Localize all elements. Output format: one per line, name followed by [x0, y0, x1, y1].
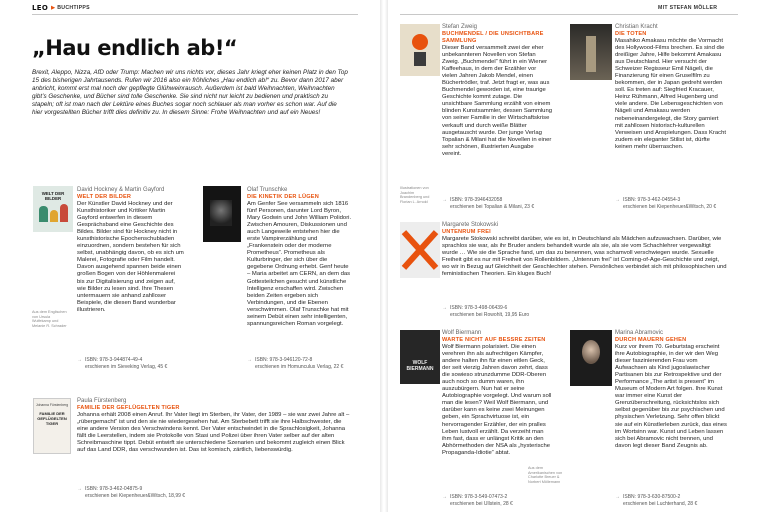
arrow-right-icon: → [77, 357, 82, 363]
illustrator-caption: Illustrationen von Joachim Brandenberg und Florian L. Arnold [400, 186, 430, 204]
section-label: BUCHTIPPS [57, 5, 90, 11]
book-author: Olaf Trunschke [247, 187, 288, 193]
book-author: Paula Fürstenberg [77, 398, 127, 404]
book-cover-untenrum-frei [400, 222, 440, 278]
book-author: David Hockney & Martin Gayford [77, 187, 165, 193]
page-gutter [380, 0, 388, 512]
book-isbn: ISBN: 978-3-462-04875-9 [85, 486, 143, 492]
translator-caption: Aus dem Amerikanischen von Charlotte Breuer & Norbert Möllemann [528, 466, 563, 484]
book-publisher: erschienen bei Kiepenheuer&Witsch, 18,99 € [85, 492, 186, 499]
book-author: Christian Kracht [615, 24, 658, 30]
book-title: DIE TOTEN [615, 31, 647, 37]
book-review: Masahiko Amakasu möchte die Vormacht des Hollywood-Films brechen. Es sind die dreißiger Jahre, Hilfe bekommt Amakasu aus Deutschland. Hier versucht der Schweizer Regisseur Emil Nägeli, die Finanzierung für einen Gruselfilm zu bekommen, der in Japan gedreht werden soll. Es treten auf: Siegfried Kracauer, Heinz Rühmann, Alfred Hugenberg und viele andere. Die Lebensgeschichten von Nägeli und Amakasu werden nebeneinandergelegt, die Story garniert mit zahllosen historisch-kulturellen Verweisen und Anspielungen. Dass Kracht zudem ein eleganter Stilist ist, dürfte keinen mehr überraschen. [615, 38, 727, 150]
book-isbn: ISBN: 978-3-498-06439-6 [450, 305, 508, 311]
left-page [0, 0, 380, 512]
book-review: Johanna erhält 2008 einen Anruf. Ihr Vater liegt im Sterben, ihr Vater, der 1989 – sie war zwei Jahre alt – „rübergemacht“ ist und den sie nie wiedergesehen hat. Am Sterbebett trifft sie ihre Halbschwester, die eine andere Version des Verschwindens kennt. Der Vater entschwindet in die Sprachlosigkeit, Johanna fällt die Leerstellen, indem sie Protokolle von Stasi und Polizei über ihren Vater selber auf der alten Schreibmaschine tippt. Debüt entwirft sie unterschiedene Szenarien und bekommt zugleich einen Blick auf das Land DDR, das verschwunden ist. Das ist komisch, zärtlich, liebenswürdig. [77, 412, 350, 454]
header-rule [400, 14, 738, 15]
book-isbn: ISBN: 978-3-630-87500-2 [623, 494, 681, 500]
book-entry-zweig [442, 23, 552, 158]
book-meta-abramovic [615, 494, 745, 507]
book-author: Marina Abramovic [615, 330, 664, 336]
book-isbn: ISBN: 978-3-549-07473-2 [450, 494, 508, 500]
arrow-right-icon: → [77, 486, 82, 492]
book-cover-kinetik [203, 186, 241, 242]
book-cover-biermann: WOLF BIERMANN [400, 330, 440, 384]
translator-caption: Aus dem Englischen von Ursula Wulfekamp und Melanie R. Schrader [32, 310, 67, 328]
book-title: DURCH MAUERN GEHEN [615, 337, 687, 343]
book-meta-fuerstenberg [77, 486, 237, 499]
book-author: Stefan Zweig [442, 24, 478, 30]
book-title: BUCHMENDEL / DIE UNSICHTBARE SAMMLUNG [442, 31, 544, 44]
book-title: WARTE NICHT AUF BESSRE ZEITEN [442, 337, 546, 343]
book-meta-kracht [615, 197, 745, 210]
book-meta-trunschke [247, 357, 357, 370]
book-isbn: ISBN: 978-3-462-04554-3 [623, 197, 681, 203]
book-entry-hockney [77, 186, 184, 314]
right-page [388, 0, 768, 512]
book-entry-stokowski [442, 221, 728, 278]
running-head-right [658, 3, 717, 13]
arrow-right-icon: → [615, 494, 620, 500]
book-title: UNTENRUM FREI [442, 229, 491, 235]
book-publisher: erschienen bei Rowohlt, 19,95 Euro [450, 311, 530, 318]
book-author: Wolf Biermann [442, 330, 482, 336]
arrow-right-icon: → [442, 197, 447, 203]
arrow-right-icon: → [442, 494, 447, 500]
book-review: Wolf Biermann polarisiert. Die einen verehren ihn als aufrechtigen Kämpfer, andere halten ihn für einen eitlen Geck, der seit vierzig Jahren davon zehrt, dass die sowieso strunzdumme DDR-Oberen auch noch so dumm waren, ihn auszubürgern. Nun hat er seine Autobiographie vorgelegt. Und warum soll man die lesen? Weil Wolf Biermann, und darüber kann es keine zwei Meinungen geben, ein Sprachvirtuose ist, ein hervorragender Erzähler, der ein pralles Leben lustvoll erzählt. Da verzeiht man ihm fast, dass er unlängst Kritik an den Abhörmethoden der NSA als „hysterische Propaganda-Idiotie“ abtat. [442, 344, 552, 456]
page-headline: „Hau endlich ab!“ [32, 36, 238, 60]
author-credit: MIT STEFAN MÖLLER [658, 5, 718, 11]
book-cover-welt-der-bilder: WELT DER BILDER [33, 186, 73, 232]
book-isbn: ISBN: 978-3-944874-49-4 [85, 357, 143, 363]
book-publisher: erschienen im Homunculus Verlag, 22 € [255, 363, 344, 370]
book-title: FAMILIE DER GEFLÜGELTEN TIGER [77, 405, 180, 411]
book-entry-fuerstenberg [77, 397, 353, 454]
book-publisher: erschienen bei Luchterhand, 28 € [623, 500, 698, 507]
running-head-left [32, 3, 90, 13]
book-entry-kracht [615, 23, 727, 151]
triangle-icon: ▶ [51, 5, 56, 11]
arrow-right-icon: → [442, 305, 447, 311]
book-review: Margarete Stokowski schreibt darüber, wie es ist, in Deutschland als Mädchen aufzuwachsen. Darüber, wie sprachlos sie war, als ihr Bruder anders behandelt wurde als sie, als sie vom Schachlehrer vergewaltigt wurde … Wie sie die Sprache fand, um das zu benennen, was schamvoll verschwiegen wurde. Sexuelle Freiheit gibt es nur mit Freiheit von Rollenbildern. „Untenrum frei“ ist Coming-of-Age-Geschichte und zeigt, wo wir in Bezug auf Gleichheit der Geschlechter stehen. Persönliches verbindet sich mit philosophischen und feministischen Theorien. Ein kluges Buch! [442, 236, 727, 278]
book-cover-buchmendel [400, 24, 440, 76]
book-cover-durch-mauern-gehen [570, 330, 612, 386]
book-review: Kurz vor ihrem 70. Geburtstag erscheint ihre Autobiographie, in der wir den Weg dieser faszinierenden Frau vom Aufwachsen als Kind jugoslawischer Partisanen bis zur Retrospektive und der Performance „The artist is present“ im Museum of Modern Art folgen. Ihre Kunst war immer eine Kunst der Grenzüberschreitung, rücksichtslos sich selbst gegenüber bis zur psychischen und physischen Verletzung. Sehr offen blickt sie auf ein Künstlerleben zurück, das eines im Wortsinn war. Kunst und Leben lassen sich bei Abramovic nicht trennen, und davon legt dieser Band Zeugnis ab. [615, 344, 727, 449]
book-review: Dieser Band versammelt zwei der eher unbekannteren Novellen von Stefan Zweig. „Buchmendel“ führt in ein Wiener Kaffeehaus, in dem der Erzähler vor vielen Jahren Jakob Mendel, einen Büchertrödler, traf. Jetzt fragt er, was aus Buchmendel geworden ist, eine traurige Geschichte kommt zutage. Die unsichtbare Sammlung erzählt von einem blinden Kunstsammler, dessen Sammlung von seiner Familie in der Wirtschaftskrise verkauft und durch weiße Blätter ausgetauscht wurde. Der junge Verlag Topalian & Milani hat die Novellen in einer sehr schönen, illustrierten Ausgabe vereint. [442, 45, 553, 157]
book-author: Margarete Stokowski [442, 222, 499, 228]
book-meta-stokowski [442, 305, 582, 318]
book-entry-biermann [442, 329, 552, 457]
magazine-logo: LEO [32, 4, 49, 12]
book-isbn: ISBN: 978-3946432058 [450, 197, 503, 203]
book-publisher: erschienen bei Topalian & Milani, 23 € [450, 203, 535, 210]
intro-text: Brexit, Aleppo, Nizza, AfD oder Trump: Machen wir uns nichts vor, dieses Jahr kriegt eher keinen Platz in den Top 15 des bisherigen Jahrtausends. Rufen wir 2016 also ein fröhliches „Hau endlich ab!“ zu. Bevor dann 2017 aber anbricht, kommt erst mal noch der gepflegte Glühweinrausch. Außerdem ist bald Weihnachten, Weihnachten gibt’s Geschenke, und Bücher sind tolle Geschenke. Sie sind nicht nur leicht zu bedienen und praktisch zu stapeln; oft ist man nach der Lektüre eines Buches sogar noch schlauer als man vorher es schon war. Auf die hier vorgestellten Bücher trifft dies definitiv zu. In diesem Sinne: Frohe Weihnachten und auf ein Neues! [32, 69, 348, 117]
book-entry-trunschke [247, 186, 353, 328]
book-publisher: erschienen im Sieveking Verlag, 45 € [85, 363, 168, 370]
arrow-right-icon: → [615, 197, 620, 203]
book-cover-die-toten [570, 24, 612, 80]
header-rule [32, 14, 358, 15]
book-cover-gefluegelte-tiger: Johanna Fürstenberg FAMILIE DER GEFLÜGELTEN TIGER [33, 398, 71, 454]
book-meta-hockney [77, 357, 187, 370]
book-publisher: erschienen bei Ullstein, 28 € [450, 500, 513, 507]
book-meta-biermann [442, 494, 572, 507]
book-entry-abramovic [615, 329, 727, 450]
book-title: WELT DER BILDER [77, 194, 132, 200]
book-publisher: erschienen bei Kiepenheuer&Witsch, 20 € [623, 203, 717, 210]
book-review: Der Künstler David Hockney und der Kunsthistoriker und Kritiker Martin Gayford entwerfen in diesem Gesprächsband eine Geschichte des Bildes. Bilder sind für Hockney nicht in kunsthistorische Epochenschubladen einzuordnen, sondern bestehen für sich selbst, unabhängig davon, ob es sich um Malerei, Fotografie oder Film handelt. Davon ausgehend spannen beide einen großen Bogen von der Höhlenmalerei bis zur Digitalisierung und zeigen auf, wie Bilder zu lesen sind. Ihre Thesen untermauern sie anhand zahlloser Beispiele, die diesen Band wunderbar illustrieren. [77, 201, 184, 313]
book-review: Am Genfer See versammeln sich 1816 fünf Personen, darunter Lord Byron, Mary Godwin und John William Polidori. Zwischen Amouren, Diskussionen und auch Langeweile entstehen hier die erste Vampirerzählung und „Frankenstein oder der moderne Prometheus“. Prometheus als Kulturbringer, der sich über die gegebene Ordnung erhebt. Genf heute – Maria arbeitet am CERN, an dem das Gottesteilchen gesucht und künstliche Intelligenz erschaffen wird. Zwischen beiden Zeiten ergeben sich Verbindungen, und die Ebenen verschwimmen. Olaf Trunschke hat mit seinem Debüt einen sehr intelligenten, spannungsreichen Roman vorgelegt. [247, 201, 352, 327]
book-isbn: ISBN: 978-3-946120-72-8 [255, 357, 313, 363]
book-meta-zweig [442, 197, 582, 210]
arrow-right-icon: → [247, 357, 252, 363]
book-title: DIE KINETIK DER LÜGEN [247, 194, 319, 200]
